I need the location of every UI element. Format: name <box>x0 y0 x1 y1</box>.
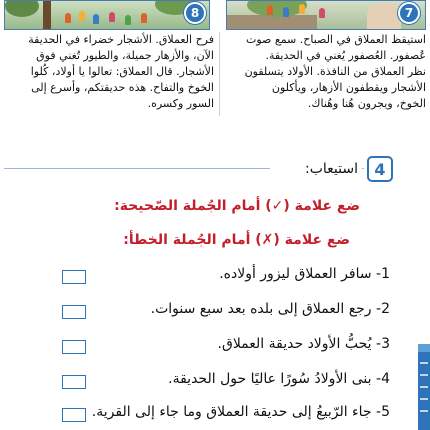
child-figure-icon <box>267 5 273 15</box>
story-line: استيقظ العملاق في الصباح. سمع صوت <box>245 33 426 46</box>
child-figure-icon <box>125 15 131 25</box>
answer-checkbox[interactable] <box>62 340 86 354</box>
tree-trunk-icon <box>43 1 51 30</box>
child-figure-icon <box>319 8 325 18</box>
statement-row <box>0 404 430 428</box>
statement-text: بنى الأولادُ سُورًا عاليًا حول الحديقة. <box>168 371 372 387</box>
child-figure-icon <box>141 13 147 23</box>
story-text-panel-7 <box>226 32 426 112</box>
story-line: السور وكسره. <box>147 97 214 110</box>
illustration-giant-window <box>226 0 426 30</box>
statement-text: سافر العملاق ليزور أولاده. <box>219 266 372 282</box>
statement-text: جاء الرّبيعُ إلى حديقة العملاق وما جاء إلى القرية. <box>91 404 372 420</box>
child-figure-icon <box>79 11 85 21</box>
instruction-mark-wrong: ضع علامة (✗) أمام الجُملة الخطأ: <box>123 232 350 248</box>
giant-figure-icon <box>367 3 401 30</box>
story-text-panel-8 <box>6 32 214 112</box>
answer-checkbox[interactable] <box>62 305 86 319</box>
child-figure-icon <box>283 7 289 17</box>
child-figure-icon <box>299 4 305 14</box>
statement-number: 2- <box>376 301 390 317</box>
child-figure-icon <box>93 14 99 24</box>
story-line: الأشجار ويقطفون الأزهار، ويأكلون <box>271 81 426 94</box>
story-line: عُصفور. العُصفور يُغني في الحديقة. <box>265 49 426 62</box>
story-line: الخوخ والتفاح. هذه حديقتكم، وأسرع إلى <box>31 81 214 94</box>
statement-text: رجع العملاق إلى بلده بعد سبع سنوات. <box>150 301 372 317</box>
statement-number: 5- <box>376 404 390 420</box>
tree-icon <box>5 0 39 17</box>
statement-number: 3- <box>376 336 390 352</box>
column-divider <box>219 32 220 116</box>
panel-number-badge: 7 <box>398 2 420 24</box>
statement-number: 1- <box>376 266 390 282</box>
section-number-badge: 4 <box>367 156 393 182</box>
story-line: الآن، والأزهار جميلة، والطيور تُغني فوق <box>36 49 214 62</box>
answer-checkbox[interactable] <box>62 270 86 284</box>
story-line: الأشجار. قال العملاق: تعالوا يا أولاد، كُلوا <box>30 65 214 78</box>
instruction-mark-correct: ضع علامة (✓) أمام الجُملة الصّحيحة: <box>114 198 360 214</box>
page-edge-tab <box>418 344 430 352</box>
statement-number: 4- <box>376 371 390 387</box>
section-title: استيعاب: <box>270 161 362 177</box>
statement-row <box>0 266 430 290</box>
wall-icon <box>227 15 317 30</box>
answer-checkbox[interactable] <box>62 375 86 389</box>
story-line: نظر العملاق من النافذة. الأولاد يتسلقون <box>244 65 426 78</box>
page-edge-strip <box>418 352 430 430</box>
statement-row <box>0 301 430 325</box>
panel-number-badge: 8 <box>184 2 206 24</box>
child-figure-icon <box>65 13 71 23</box>
story-line: الخوخ، ويجرون هُنا وهُناك. <box>307 97 426 110</box>
story-line: فرح العملاق. الأشجار خضراء في الحديقة <box>28 33 214 46</box>
answer-checkbox[interactable] <box>62 408 86 422</box>
statement-row <box>0 336 430 360</box>
statement-text: يُحبُّ الأولاد حديقة العملاق. <box>217 336 372 352</box>
illustration-garden-kids <box>4 0 210 30</box>
child-figure-icon <box>109 12 115 22</box>
statement-row <box>0 371 430 395</box>
